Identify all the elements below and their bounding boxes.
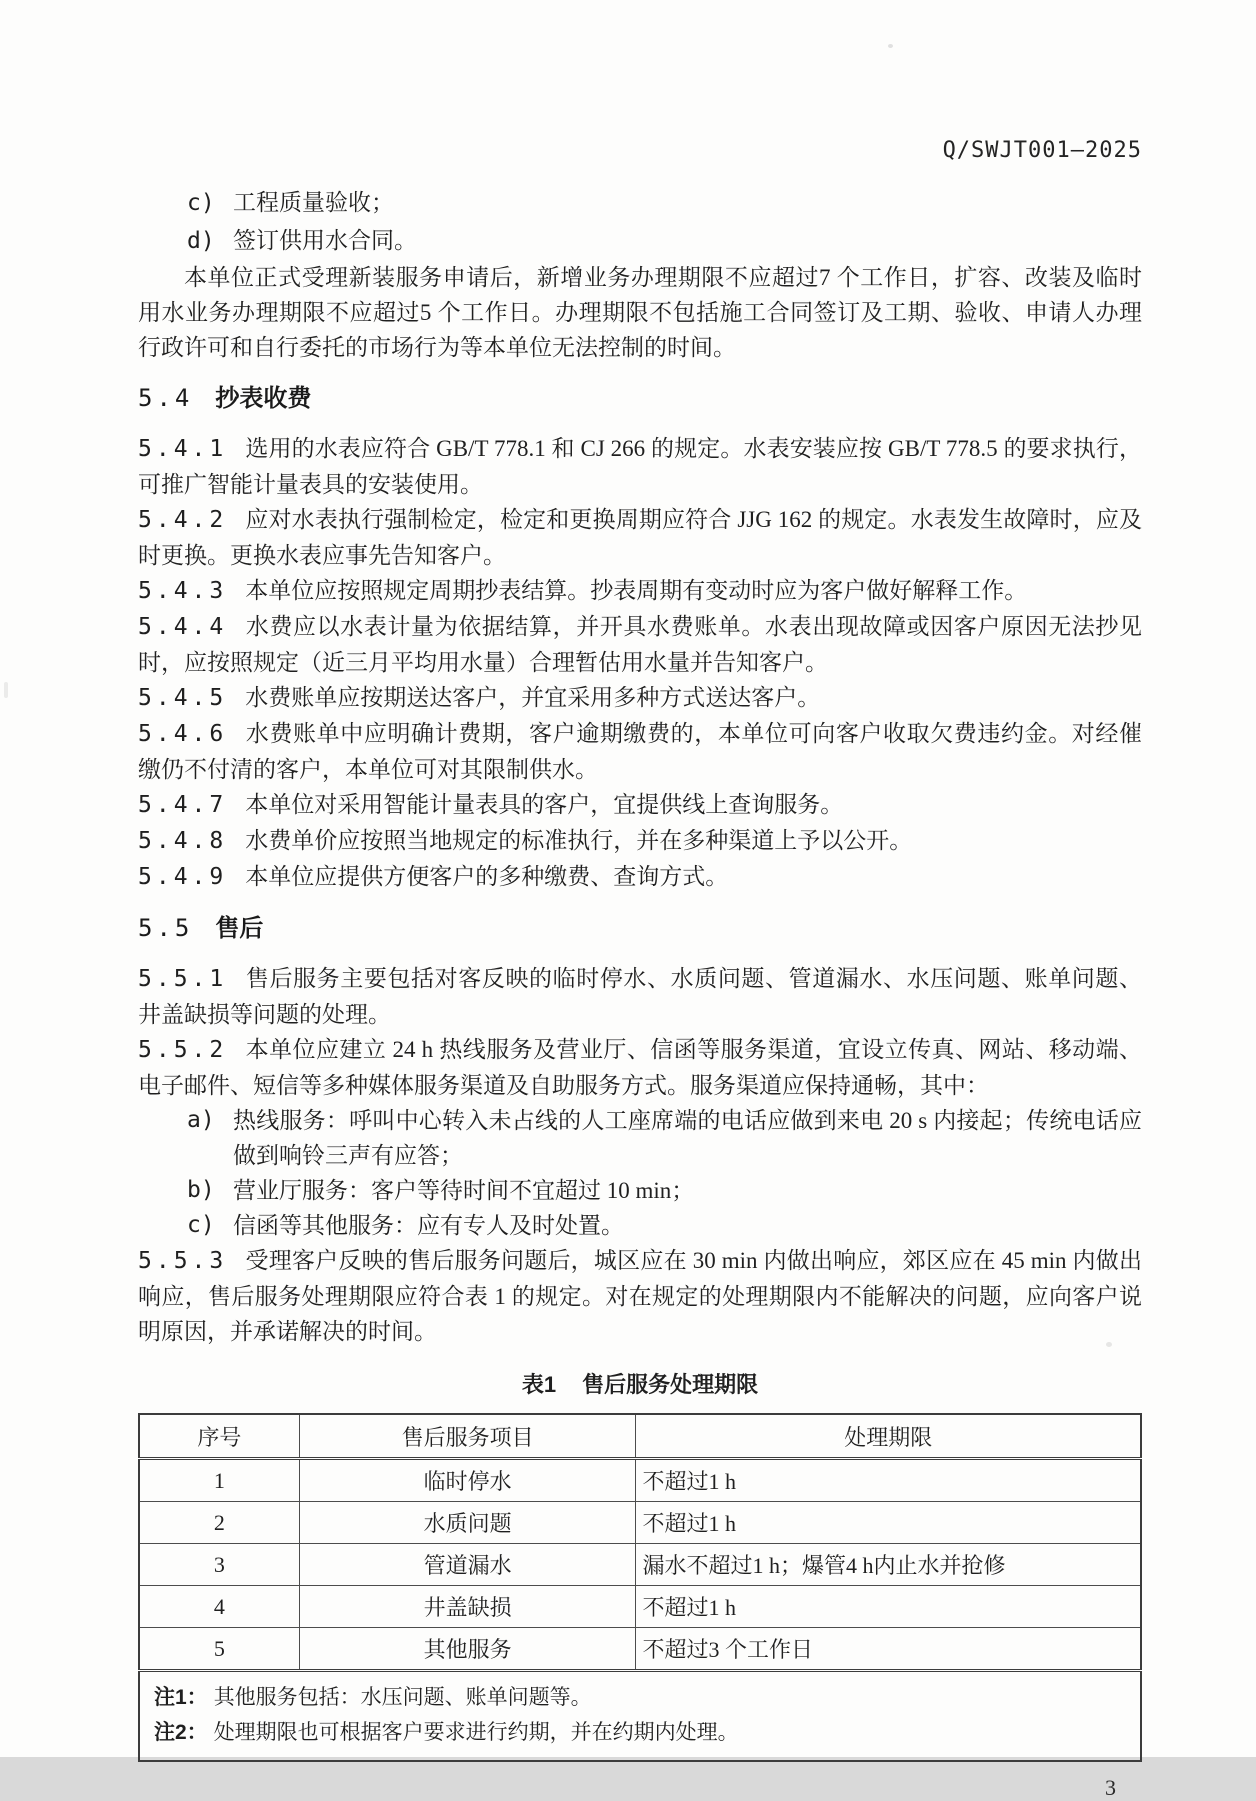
clause-5-4-4 bbox=[138, 609, 1142, 680]
list-item-a bbox=[138, 1103, 1142, 1173]
note-label: 注1： bbox=[154, 1686, 208, 1709]
clause-number: 5.5.1 bbox=[138, 966, 228, 992]
row-seq: 1 bbox=[139, 1459, 299, 1502]
col-header-seq: 序号 bbox=[139, 1414, 299, 1459]
table-row bbox=[139, 1459, 1141, 1502]
table-row bbox=[139, 1586, 1141, 1628]
section-number: 5.5 bbox=[138, 914, 194, 942]
row-item: 临时停水 bbox=[299, 1459, 636, 1502]
row-deadline: 漏水不超过1 h；爆管4 h内止水并抢修 bbox=[636, 1544, 1141, 1586]
clause-number: 5.4.2 bbox=[138, 507, 228, 533]
intro-list bbox=[138, 184, 1142, 260]
clause-5-5-1 bbox=[138, 961, 1142, 1032]
col-header-item: 售后服务项目 bbox=[299, 1414, 636, 1459]
row-item: 水质问题 bbox=[299, 1502, 636, 1544]
section-5-4-clauses bbox=[138, 431, 1142, 895]
list-marker: c) bbox=[187, 190, 215, 216]
list-item-text: 工程质量验收； bbox=[233, 190, 394, 215]
list-item-text: 营业厅服务：客户等待时间不宜超过 10 min； bbox=[233, 1178, 695, 1203]
section-heading-5-5 bbox=[138, 910, 1142, 947]
clause-number: 5.4.3 bbox=[138, 578, 228, 604]
table-title-text: 售后服务处理期限 bbox=[582, 1372, 759, 1397]
clause-text: 水费账单中应明确计费期，客户逾期缴费的，本单位可向客户收取欠费违约金。对经催缴仍不付清的客户，本单位可对其限制供水。 bbox=[138, 721, 1142, 782]
row-item: 管道漏水 bbox=[299, 1544, 636, 1586]
clause-text: 售后服务主要包括对客反映的临时停水、水质问题、管道漏水、水压问题、账单问题、井盖缺损等问题的处理。 bbox=[138, 966, 1142, 1027]
clause-text: 本单位应提供方便客户的多种缴费、查询方式。 bbox=[245, 864, 729, 889]
row-deadline: 不超过1 h bbox=[636, 1586, 1141, 1628]
table-notes-cell bbox=[139, 1671, 1141, 1762]
table-header-row bbox=[139, 1414, 1141, 1459]
list-item-text: 签订供用水合同。 bbox=[233, 228, 417, 253]
section-title: 抄表收费 bbox=[215, 385, 312, 412]
list-item-b bbox=[138, 1173, 1142, 1208]
list-item-d bbox=[138, 222, 1142, 260]
page-content bbox=[138, 0, 1142, 1801]
row-seq: 3 bbox=[139, 1544, 299, 1586]
page-number: 3 bbox=[1105, 1775, 1116, 1800]
list-item-text: 热线服务：呼叫中心转入未占线的人工座席端的电话应做到来电 20 s 内接起；传统电话应做到响铃三声有应答； bbox=[233, 1108, 1142, 1168]
row-deadline: 不超过3 个工作日 bbox=[636, 1628, 1141, 1671]
clause-5-4-1 bbox=[138, 431, 1142, 502]
table-row bbox=[139, 1544, 1141, 1586]
section-title: 售后 bbox=[215, 915, 264, 942]
clause-5-4-5 bbox=[138, 680, 1142, 716]
clause-5-4-2 bbox=[138, 502, 1142, 573]
clause-text: 水费单价应按照当地规定的标准执行，并在多种渠道上予以公开。 bbox=[245, 828, 913, 853]
table-row bbox=[139, 1628, 1141, 1671]
clause-text: 本单位对采用智能计量表具的客户，宜提供线上查询服务。 bbox=[245, 792, 844, 817]
clause-5-4-3 bbox=[138, 573, 1142, 609]
row-deadline: 不超过1 h bbox=[636, 1459, 1141, 1502]
list-item-c bbox=[138, 184, 1142, 222]
clause-number: 5.4.6 bbox=[138, 721, 228, 747]
note-text: 其他服务包括：水压问题、账单问题等。 bbox=[213, 1685, 592, 1709]
clause-number: 5.4.4 bbox=[138, 614, 228, 640]
row-seq: 5 bbox=[139, 1628, 299, 1671]
note-text: 处理期限也可根据客户要求进行约期，并在约期内处理。 bbox=[213, 1720, 739, 1744]
clause-5-5-2 bbox=[138, 1032, 1142, 1103]
list-item-c bbox=[138, 1208, 1142, 1243]
after-sales-deadline-table bbox=[138, 1413, 1142, 1762]
doc-number: Q/SWJT001—2025 bbox=[942, 138, 1142, 163]
clause-text: 本单位应建立 24 h 热线服务及营业厅、信函等服务渠道，宜设立传真、网站、移动端、电子邮件、短信等多种媒体服务渠道及自助服务方式。服务渠道应保持通畅，其中： bbox=[138, 1037, 1142, 1098]
clause-5-4-9 bbox=[138, 859, 1142, 895]
clause-text: 本单位应按照规定周期抄表结算。抄表周期有变动时应为客户做好解释工作。 bbox=[245, 578, 1028, 603]
clause-text: 选用的水表应符合 GB/T 778.1 和 CJ 266 的规定。水表安装应按 GB/T 778.5 的要求执行，可推广智能计量表具的安装使用。 bbox=[138, 436, 1142, 497]
row-deadline: 不超过1 h bbox=[636, 1502, 1141, 1544]
section-5-5-clauses bbox=[138, 961, 1142, 1349]
intro-paragraph: 本单位正式受理新装服务申请后，新增业务办理期限不应超过7 个工作日，扩容、改装及临时用水业务办理期限不应超过5 个工作日。办理期限不包括施工合同签订及工期、验收、申请人办理行政许可和自行委托的市场行为等本单位无法控制的时间。 bbox=[138, 265, 1142, 360]
clause-text: 水费应以水表计量为依据结算，并开具水费账单。水表出现故障或因客户原因无法抄见时，应按照规定（近三月平均用水量）合理暂估用水量并告知客户。 bbox=[138, 614, 1142, 675]
list-item-text: 信函等其他服务：应有专人及时处置。 bbox=[233, 1213, 624, 1238]
clause-5-4-8 bbox=[138, 823, 1142, 859]
clause-number: 5.5.3 bbox=[138, 1248, 228, 1274]
table-note-1 bbox=[154, 1680, 1136, 1715]
clause-number: 5.4.7 bbox=[138, 792, 228, 818]
clause-text: 受理客户反映的售后服务问题后，城区应在 30 min 内做出响应，郊区应在 45 min 内做出响应，售后服务处理期限应符合表 1 的规定。对在规定的处理期限内不能解决的问题，应向客户说明原因，并承诺解决的时间。 bbox=[138, 1248, 1142, 1344]
clause-number: 5.4.8 bbox=[138, 828, 228, 854]
clause-number: 5.4.5 bbox=[138, 685, 228, 711]
row-seq: 4 bbox=[139, 1586, 299, 1628]
table-label: 表1 bbox=[521, 1372, 557, 1397]
table-title bbox=[138, 1370, 1142, 1400]
list-marker: c) bbox=[187, 1212, 215, 1238]
note-label: 注2： bbox=[154, 1721, 208, 1744]
table-row bbox=[139, 1502, 1141, 1544]
clause-5-4-7 bbox=[138, 787, 1142, 823]
section-heading-5-4 bbox=[138, 380, 1142, 417]
section-number: 5.4 bbox=[138, 384, 194, 412]
service-channel-list bbox=[138, 1103, 1142, 1243]
clause-number: 5.5.2 bbox=[138, 1037, 228, 1063]
list-marker: b) bbox=[187, 1177, 215, 1203]
row-item: 其他服务 bbox=[299, 1628, 636, 1671]
clause-text: 应对水表执行强制检定，检定和更换周期应符合 JJG 162 的规定。水表发生故障时，应及时更换。更换水表应事先告知客户。 bbox=[138, 507, 1142, 568]
clause-5-4-6 bbox=[138, 716, 1142, 787]
col-header-deadline: 处理期限 bbox=[636, 1414, 1141, 1459]
list-marker: a) bbox=[187, 1107, 215, 1133]
clause-number: 5.4.9 bbox=[138, 864, 228, 890]
clause-number: 5.4.1 bbox=[138, 436, 228, 462]
table-note-2 bbox=[154, 1715, 1136, 1750]
row-item: 井盖缺损 bbox=[299, 1586, 636, 1628]
table-notes-row bbox=[139, 1671, 1141, 1762]
clause-5-5-3 bbox=[138, 1243, 1142, 1349]
list-marker: d) bbox=[187, 228, 215, 254]
row-seq: 2 bbox=[139, 1502, 299, 1544]
clause-text: 水费账单应按期送达客户，并宜采用多种方式送达客户。 bbox=[245, 685, 821, 710]
scan-speck bbox=[4, 682, 8, 698]
